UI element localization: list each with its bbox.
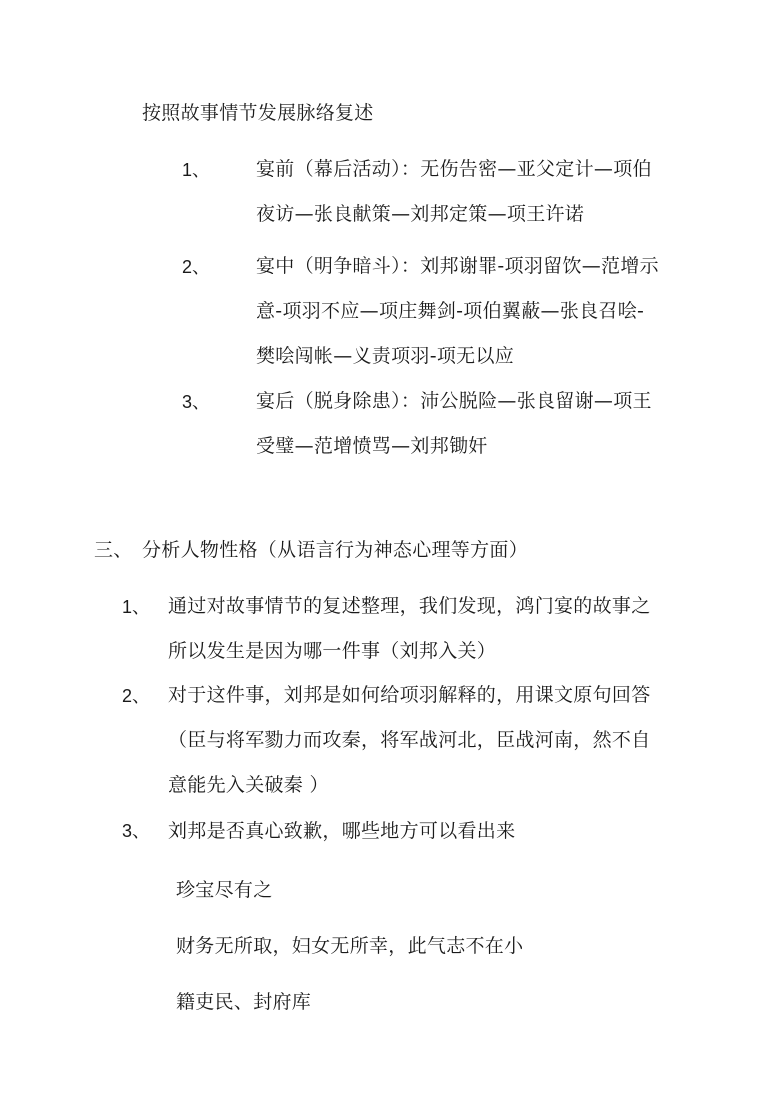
retell-item-3-line-2: 受璧—范增愤骂—刘邦锄奸 [256,435,488,457]
retell-item-1-number: 1、 [182,160,211,180]
analysis-item-1-line-2: 所以发生是因为哪一件事（刘邦入关） [168,640,497,662]
evidence-list [176,862,523,1030]
analysis-item-3-number: 3、 [122,821,151,841]
analysis-item-2-line-3: 意能先入关破秦 ） [168,774,329,796]
analysis-item-2-line-1: 对于这件事，刘邦是如何给项羽解释的，用课文原句回答 [168,684,651,706]
analysis-item-1-text [168,584,651,674]
retell-item-2-line-1: 宴中（明争暗斗）：刘邦谢罪-项羽留饮—范增示 [256,255,659,277]
retell-item-1-text [256,147,652,237]
retell-item-3-text [256,379,652,469]
evidence-line-2: 财务无所取，妇女无所幸，此气志不在小 [176,935,524,957]
analysis-item-2-line-2: （臣与将军勠力而攻秦，将军战河北，臣战河南，然不自 [168,729,651,751]
section-3-number: 三、 [94,539,133,561]
evidence-line-1: 珍宝尽有之 [176,879,273,901]
analysis-item-3-text: 刘邦是否真心致歉，哪些地方可以看出来 [168,820,516,842]
section-3-title: 分析人物性格（从语言行为神态心理等方面） [142,539,529,561]
analysis-item-1-line-1: 通过对故事情节的复述整理，我们发现，鸿门宴的故事之 [168,595,651,617]
analysis-item-1-number: 1、 [122,597,151,617]
analysis-item-2-number: 2、 [122,686,151,706]
retell-item-3-number: 3、 [182,392,211,412]
retell-item-1-line-1: 宴前（幕后活动）：无伤告密—亚父定计—项伯 [256,158,652,180]
retell-item-1-line-2: 夜访—张良献策—刘邦定策—项王许诺 [256,203,585,225]
analysis-item-2-text [168,673,651,808]
retell-item-2-number: 2、 [182,257,211,277]
retell-item-2-text [256,244,659,379]
retell-item-2-line-2: 意-项羽不应—项庄舞剑-项伯翼蔽—张良召哙- [256,300,645,322]
retell-heading: 按照故事情节发展脉络复述 [142,102,374,124]
retell-item-2-line-3: 樊哙闯帐—义责项羽-项无以应 [256,345,515,367]
evidence-line-3: 籍吏民、封府库 [176,991,312,1013]
retell-item-3-line-1: 宴后（脱身除患）：沛公脱险—张良留谢—项王 [256,390,652,412]
